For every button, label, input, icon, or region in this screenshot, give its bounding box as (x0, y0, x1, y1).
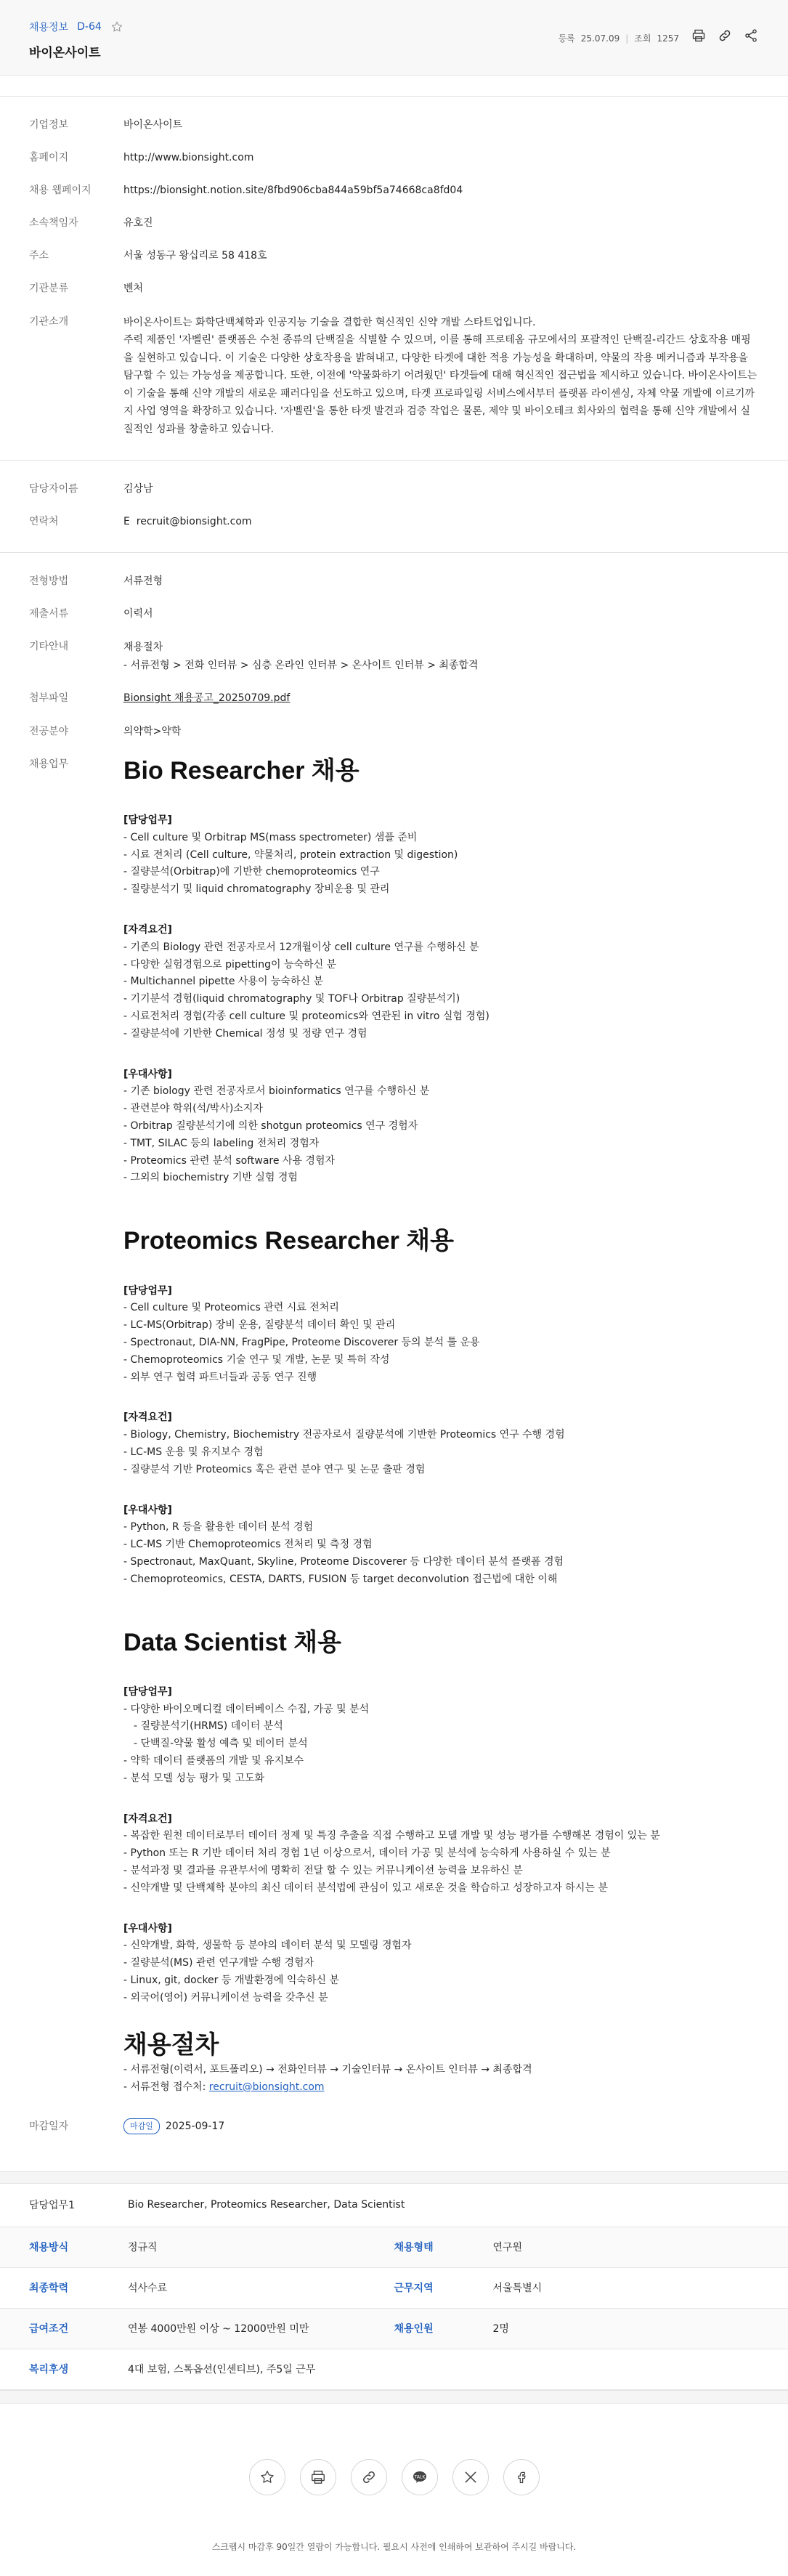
address-label: 주소 (29, 248, 123, 264)
type-cell (0, 2227, 394, 2267)
process-email-link[interactable]: recruit@bionsight.com (209, 2081, 325, 2093)
deadline-row (0, 2118, 788, 2135)
field-row (0, 724, 788, 740)
share-area (0, 2403, 788, 2576)
job-block-line: - Cell culture 및 Orbitrap MS(mass spectrometer) 샘플 준비 (123, 830, 759, 847)
salary-cell (0, 2309, 394, 2349)
job-block-title: [우대사항] (123, 1921, 759, 1938)
job-block-line: - LC-MS 운용 및 유지보수 경험 (123, 1444, 759, 1462)
manager-label: 소속책임자 (29, 215, 123, 232)
job-block-line: - 시료전처리 경험(각종 cell culture 및 proteomics와 연관된 in vitro 실험 경험) (123, 1008, 759, 1026)
contact-email (123, 514, 788, 530)
email-value[interactable]: recruit@bionsight.com (137, 516, 252, 527)
job-block-line: - Python, R 등을 활용한 데이터 분석 경험 (123, 1519, 759, 1536)
job-block (123, 1811, 759, 1897)
job-block-line: - Spectronaut, DIA-NN, FragPipe, Proteome Discoverer 등의 분석 툴 운용 (123, 1334, 759, 1352)
file-label: 첨부파일 (29, 690, 123, 707)
recruit-page-row (0, 182, 788, 199)
deadline-badge: 마감일 (123, 2118, 160, 2134)
field-label: 전공분야 (29, 724, 123, 740)
summary-welfare-label: 복리후생 (0, 2362, 99, 2376)
summary-region-value: 서울특별시 (464, 2280, 543, 2295)
recruit-page-link[interactable]: https://bionsight.notion.site/8fbd906cba844a59bf5a74668ca8fd04 (123, 182, 788, 199)
job-block-line: - Spectronaut, MaxQuant, Skyline, Proteome Discoverer 등 다양한 데이터 분석 플랫폼 경험 (123, 1554, 759, 1571)
job-block-line: - 외부 연구 협력 파트너들과 공동 연구 진행 (123, 1369, 759, 1387)
process-title: 채용절차 (123, 2032, 759, 2059)
job-block (123, 1502, 759, 1589)
docs-row (0, 606, 788, 623)
summary-row-3 (0, 2309, 788, 2349)
process-email-prefix: - 서류전형 접수처: (123, 2081, 209, 2093)
duty-row (0, 756, 788, 2097)
email-prefix: E (123, 516, 130, 527)
etc-row (0, 639, 788, 674)
job-block-line: - Biology, Chemistry, Biochemistry 전공자로서 질량분석에 기반한 Proteomics 연구 수행 경험 (123, 1427, 759, 1444)
company-label: 기업정보 (29, 117, 123, 134)
category-line (29, 20, 123, 34)
job-block-line: - 질량분석(Orbitrap)에 기반한 chemoproteomics 연구 (123, 864, 759, 881)
recruit-section (0, 552, 788, 2157)
homepage-label: 홈페이지 (29, 150, 123, 166)
job-block (123, 1066, 759, 1188)
intro-value: 바이온사이트는 화학단백체학과 인공지능 기술을 결합한 혁신적인 신약 개발 스타트업입니다. 주력 제품인 '자벨린' 플랫폼은 수천 종류의 단백질을 식별할 수 있으며, 이를 통해 프로테옴 규모에서의 포괄적인 단백질-리간드 상호작용 매핑을 실현하고 있습니다. 이 기술은 다양한 상호작용을 밝혀내고, 다양한 타겟에 대한 적용 가능성을 확대하며, 약물의 작용 메커니즘과 부작용을 탐구할 수 있는 가능성을 제공합니다. 또한, 이전에 '약물화하기 어려웠던' 타겟들에 대해 혁신적인 접근법을 제시하고 있습니다. 바이온사이트는 이 기술을 통해 신약 개발의 새로운 패러다임을 선도하고 있으며, 타겟 프로파일링 서비스에서부터 플랫폼 라이센싱, 자체 약물 개발에 이르기까지 사업 영역을 확장하고 있습니다. '자벨린'을 통한 타겟 발견과 검증 작업은 물론, 제약 및 바이오테크 회사와의 협력을 통해 신약 개발에서 실질적인 성과를 창출하고 있습니다. (123, 314, 788, 439)
job-block (123, 1921, 759, 2007)
homepage-link[interactable]: http://www.bionsight.com (123, 150, 788, 166)
view-label: 조회 (634, 32, 651, 44)
docs-label: 제출서류 (29, 606, 123, 623)
link-icon[interactable] (351, 2459, 387, 2495)
job-block-line: - TMT, SILAC 등의 labeling 전처리 경험자 (123, 1135, 759, 1153)
job-block-line: - 질량분석 기반 Proteomics 혹은 관련 분야 연구 및 논문 출판 경험 (123, 1462, 759, 1479)
job-block-line: - 질량분석기 및 liquid chromatography 장비운용 및 관리 (123, 881, 759, 899)
job-block (123, 1409, 759, 1478)
summary-row-2 (0, 2268, 788, 2309)
kakao-icon[interactable] (402, 2459, 438, 2495)
job-block-line: - 외국어(영어) 커뮤니케이션 능력을 갖추신 분 (123, 1990, 759, 2007)
region-cell (394, 2268, 788, 2308)
summary-row-1 (0, 2227, 788, 2268)
share-icons (0, 2459, 788, 2495)
x-icon[interactable] (452, 2459, 489, 2495)
page-header (0, 0, 788, 76)
org-type-row (0, 280, 788, 297)
homepage-row (0, 150, 788, 166)
star-icon[interactable] (249, 2459, 285, 2495)
summary-form-label: 채용형태 (394, 2240, 464, 2254)
contact-name-label: 담당자이름 (29, 481, 123, 498)
job-title: Data Scientist 채용 (123, 1629, 759, 1656)
job-block-line: - 다양한 바이오메디컬 데이터베이스 수집, 가공 및 분석 (123, 1701, 759, 1719)
bottom-spacer (0, 2390, 788, 2403)
job-block-line: - LC-MS(Orbitrap) 장비 운용, 질량분석 데이터 확인 및 관리 (123, 1317, 759, 1334)
reg-label: 등록 (558, 32, 575, 44)
summary-row-4 (0, 2349, 788, 2390)
company-value: 바이온사이트 (123, 117, 788, 134)
company-title: 바이온사이트 (29, 42, 101, 60)
deadline-label: 마감일자 (29, 2118, 123, 2135)
duty-cell (0, 2184, 405, 2227)
job-block-line: - Cell culture 및 Proteomics 관련 시료 전처리 (123, 1300, 759, 1317)
summary-duty-value: Bio Researcher, Proteomics Researcher, Data Scientist (99, 2199, 405, 2211)
etc-value: 채용절차 - 서류전형 > 전화 인터뷰 > 심층 온라인 인터뷰 > 온사이트 인터뷰 > 최종합격 (123, 639, 788, 674)
job-block-title: [자격요건] (123, 922, 759, 939)
job-block-line: - Chemoproteomics, CESTA, DARTS, FUSION 등 target deconvolution 접근법에 대한 이해 (123, 1571, 759, 1589)
svg-text:TALK: TALK (413, 2474, 426, 2479)
job-title: Proteomics Researcher 채용 (123, 1228, 759, 1255)
job-block-title: [자격요건] (123, 1811, 759, 1828)
reg-date: 25.07.09 (581, 33, 620, 44)
manager-value: 유호진 (123, 215, 788, 232)
job-block-line: - 약학 데이터 플랫폼의 개발 및 유지보수 (123, 1753, 759, 1770)
job-block (123, 922, 759, 1043)
docs-value: 이력서 (123, 606, 788, 623)
file-row (0, 690, 788, 707)
share-icon[interactable] (743, 28, 759, 44)
job-block-title: [담당업무] (123, 1684, 759, 1701)
job-block-line: - 질량분석기(HRMS) 데이터 분석 (123, 1718, 759, 1735)
org-type-value: 벤처 (123, 280, 788, 297)
method-label: 전형방법 (29, 573, 123, 590)
job-block-line: - Chemoproteomics 기술 연구 및 개발, 논문 및 특허 작성 (123, 1352, 759, 1369)
recruit-page-label: 채용 웹페이지 (29, 182, 123, 199)
job-block-line: - LC-MS 기반 Chemoproteomics 전처리 및 측정 경험 (123, 1536, 759, 1554)
form-cell (394, 2227, 788, 2267)
summary-table (0, 2183, 788, 2390)
job-block-line: - 기기분석 경험(liquid chromatography 및 TOF나 Orbitrap 질량분석기) (123, 991, 759, 1008)
contact-email-label: 연락처 (29, 514, 123, 530)
job-block (123, 1684, 759, 1788)
job-block-line: - 기존의 Biology 관련 전공자로서 12개월이상 cell culture 연구를 수행하신 분 (123, 939, 759, 957)
contact-name-row (0, 481, 788, 498)
section-divider (0, 2171, 788, 2183)
print-icon[interactable] (691, 28, 707, 44)
job-block-title: [담당업무] (123, 812, 759, 830)
edu-cell (0, 2268, 394, 2308)
job-title: Bio Researcher 채용 (123, 758, 759, 785)
post-meta (558, 32, 679, 44)
job-block-line: - 신약개발, 화학, 생물학 등 분야의 데이터 분석 및 모델링 경험자 (123, 1937, 759, 1955)
summary-region-label: 근무지역 (394, 2280, 464, 2295)
summary-salary-value: 연봉 4000만원 이상 ~ 12000만원 미만 (99, 2321, 309, 2336)
job-block-line: - 그외의 biochemistry 기반 실험 경험 (123, 1170, 759, 1187)
summary-form-value: 연구원 (464, 2240, 523, 2254)
job-block (123, 812, 759, 899)
method-row (0, 573, 788, 590)
link-icon[interactable] (717, 28, 733, 44)
summary-type-value: 정규직 (99, 2240, 158, 2254)
job-block-title: [우대사항] (123, 1502, 759, 1520)
job-block-line: - Multichannel pipette 사용이 능숙하신 분 (123, 973, 759, 991)
job-block-line: - 질량분석에 기반한 Chemical 정성 및 정량 연구 경험 (123, 1026, 759, 1043)
meta-separator: | (625, 33, 628, 44)
job-block-line: - 기존 biology 관련 전공자로서 bioinformatics 연구를 수행하신 분 (123, 1083, 759, 1101)
org-type-label: 기관분류 (29, 280, 123, 297)
header-tools (691, 28, 759, 44)
method-value: 서류전형 (123, 573, 788, 590)
facebook-icon[interactable] (503, 2459, 540, 2495)
summary-count-label: 채용인원 (394, 2321, 464, 2336)
process-email-line (123, 2079, 759, 2097)
star-icon[interactable] (110, 20, 123, 33)
view-count: 1257 (657, 33, 679, 44)
contact-email-row (0, 514, 788, 530)
job-block-line: - 다양한 실험경험으로 pipetting이 능숙하신 분 (123, 957, 759, 974)
job-description (123, 756, 788, 2097)
job-block-line: - Orbitrap 질량분석기에 의한 shotgun proteomics 연구 경험자 (123, 1118, 759, 1135)
job-block-line: - 단백질-약물 활성 예측 및 데이터 분석 (123, 1735, 759, 1753)
company-row (0, 117, 788, 134)
summary-type-label: 채용방식 (0, 2240, 99, 2254)
intro-label: 기관소개 (29, 314, 123, 439)
company-info-section (0, 96, 788, 460)
dday-label: D-64 (77, 21, 102, 33)
print-icon[interactable] (300, 2459, 336, 2495)
contact-section (0, 460, 788, 552)
job-block-line: - 관련분야 학위(석/박사)소지자 (123, 1101, 759, 1118)
category-label: 채용정보 (29, 20, 68, 34)
job-block-line: - 복잡한 원천 데이터로부터 데이터 정제 및 특징 추출을 직접 수행하고 모델 개발 및 성능 평가를 수행해본 경험이 있는 분 (123, 1828, 759, 1845)
job-block-title: [담당업무] (123, 1283, 759, 1300)
summary-count-value: 2명 (464, 2321, 509, 2336)
job-block-title: [자격요건] (123, 1409, 759, 1427)
job-block-line: - Proteomics 관련 분석 software 사용 경험자 (123, 1153, 759, 1170)
duty-label: 채용업무 (29, 756, 123, 2097)
summary-welfare-value: 4대 보험, 스톡옵션(인센티브), 주5일 근무 (99, 2362, 315, 2376)
field-value: 의약학>약학 (123, 724, 788, 740)
process-line: - 서류전형(이력서, 포트폴리오) → 전화인터뷰 → 기술인터뷰 → 온사이트 인터뷰 → 최종합격 (123, 2062, 759, 2079)
job-block-line: - 질량분석(MS) 관련 연구개발 수행 경험자 (123, 1955, 759, 1972)
jobs-container (123, 758, 759, 2007)
etc-label: 기타안내 (29, 639, 123, 674)
summary-row-duty (0, 2184, 788, 2227)
summary-edu-label: 최종학력 (0, 2280, 99, 2295)
job-block-line: - 분석 모델 성능 평가 및 고도화 (123, 1770, 759, 1788)
job-block-line: - 시료 전처리 (Cell culture, 약물처리, protein extraction 및 digestion) (123, 847, 759, 864)
manager-row (0, 215, 788, 232)
attachment-link[interactable]: Bionsight 채용공고_20250709.pdf (123, 692, 290, 704)
job-block-line: - 신약개발 및 단백체학 분야의 최신 데이터 분석법에 관심이 있고 새로운 것을 학습하고 성장하고자 하시는 분 (123, 1880, 759, 1897)
intro-row (0, 314, 788, 439)
address-value: 서울 성동구 왕십리로 58 418호 (123, 248, 788, 264)
address-row (0, 248, 788, 264)
summary-duty-label: 담당업무1 (0, 2198, 99, 2212)
count-cell (394, 2309, 788, 2349)
job-block-line: - Python 또는 R 기반 데이터 처리 경험 1년 이상으로서, 데이터 가공 및 분석에 능숙하게 사용하실 수 있는 분 (123, 1845, 759, 1863)
job-block-line: - Linux, git, docker 등 개발환경에 익숙하신 분 (123, 1972, 759, 1990)
job-block-line: - 분석과정 및 결과를 유관부서에 명확히 전달 할 수 있는 커뮤니케이션 능력을 보유하신 분 (123, 1863, 759, 1880)
scrap-note: 스크랩시 마감후 90일간 열람이 가능합니다. 필요시 사전에 인쇄하여 보관하여 주시길 바랍니다. (0, 2540, 788, 2553)
contact-name-value: 김상남 (123, 481, 788, 498)
job-block (123, 1283, 759, 1387)
job-block-title: [우대사항] (123, 1066, 759, 1084)
summary-salary-label: 급여조건 (0, 2321, 99, 2336)
welfare-cell (0, 2349, 315, 2389)
deadline-value: 2025-09-17 (166, 2121, 224, 2132)
summary-edu-value: 석사수료 (99, 2280, 167, 2295)
deadline-value-wrap (123, 2118, 788, 2135)
